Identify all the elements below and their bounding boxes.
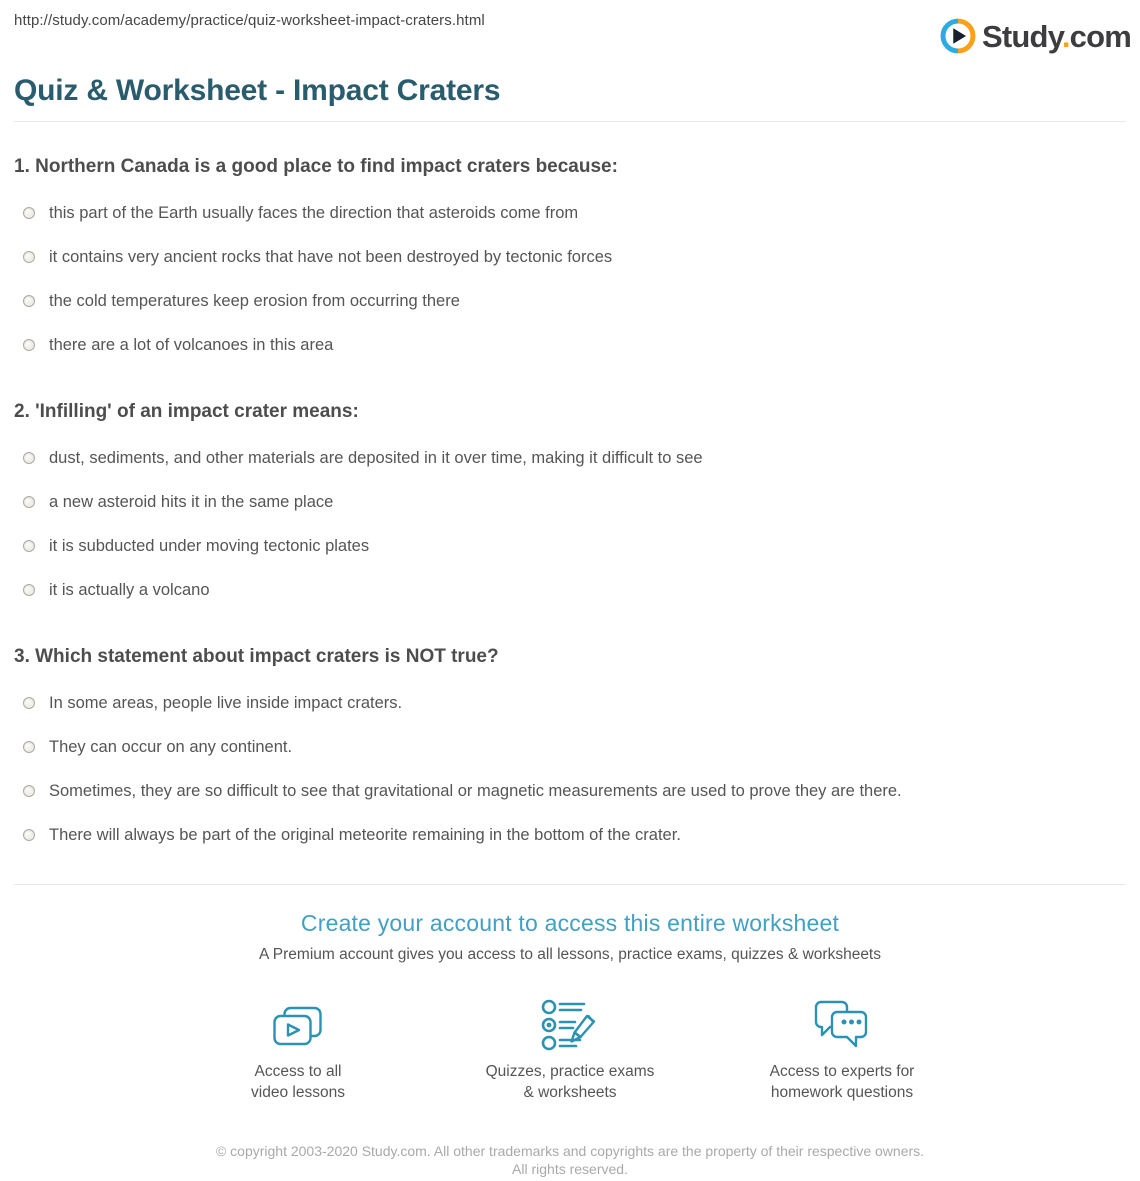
radio-button[interactable]	[23, 697, 35, 709]
page-url: http://study.com/academy/practice/quiz-worksheet-impact-craters.html	[14, 12, 485, 29]
radio-button[interactable]	[23, 785, 35, 797]
answer-option-label: it contains very ancient rocks that have not been destroyed by tectonic forces	[49, 248, 613, 266]
radio-button[interactable]	[23, 207, 35, 219]
feature-list	[14, 998, 1126, 1104]
answer-option-label: this part of the Earth usually faces the direction that asteroids come from	[49, 204, 579, 222]
feature-quizzes-worksheets	[470, 998, 670, 1104]
radio-button[interactable]	[23, 540, 35, 552]
worksheet-page	[0, 12, 1140, 1179]
answer-option[interactable]	[14, 279, 1126, 323]
answer-option-label: There will always be part of the original meteorite remaining in the bottom of the crater.	[49, 826, 681, 844]
signup-section	[14, 884, 1126, 1104]
answer-option-label: They can occur on any continent.	[49, 738, 293, 756]
quizzes-worksheets-icon	[470, 998, 670, 1052]
answer-option[interactable]	[14, 235, 1126, 279]
answer-option[interactable]	[14, 568, 1126, 612]
answer-option-label: a new asteroid hits it in the same place	[49, 493, 334, 511]
copyright-notice: © copyright 2003-2020 Study.com. All other trademarks and copyrights are the property of their respective owners. All rights reserved.	[215, 1142, 925, 1178]
question-1	[14, 155, 1126, 367]
signup-subheading: A Premium account gives you access to all lessons, practice exams, quizzes & worksheets	[259, 946, 881, 963]
video-lessons-icon	[198, 998, 398, 1052]
answer-option[interactable]	[14, 769, 1126, 813]
answer-option[interactable]	[14, 681, 1126, 725]
answer-option[interactable]	[14, 813, 1126, 857]
study-logo-text: Study.com	[982, 18, 1131, 54]
answer-option-label: dust, sediments, and other materials are deposited in it over time, making it difficult to see	[49, 449, 703, 467]
signup-heading[interactable]: Create your account to access this entire worksheet	[300, 910, 840, 936]
radio-button[interactable]	[23, 584, 35, 596]
answer-option[interactable]	[14, 524, 1126, 568]
answer-option[interactable]	[14, 480, 1126, 524]
feature-label: Quizzes, practice exams & worksheets	[485, 1063, 655, 1101]
feature-video-lessons	[198, 998, 398, 1104]
logo-dot: .	[1061, 18, 1070, 54]
radio-button[interactable]	[23, 295, 35, 307]
answer-option-label: it is actually a volcano	[49, 581, 210, 599]
chat-experts-icon	[742, 998, 942, 1052]
question-heading: 1. Northern Canada is a good place to find impact craters because:	[14, 156, 618, 177]
answer-option[interactable]	[14, 436, 1126, 480]
answer-option[interactable]	[14, 191, 1126, 235]
answer-option-label: Sometimes, they are so difficult to see that gravitational or magnetic measurements are used to prove they are there.	[49, 782, 902, 800]
radio-button[interactable]	[23, 452, 35, 464]
question-heading: 2. 'Infilling' of an impact crater means:	[14, 401, 359, 422]
divider	[14, 121, 1126, 122]
question-3	[14, 645, 1126, 857]
radio-button[interactable]	[23, 251, 35, 263]
feature-label: Access to all video lessons	[251, 1063, 345, 1101]
radio-button[interactable]	[23, 339, 35, 351]
question-2	[14, 400, 1126, 612]
feature-chat-experts	[742, 998, 942, 1104]
answer-option[interactable]	[14, 323, 1126, 367]
answer-option-label: In some areas, people live inside impact craters.	[49, 694, 403, 712]
radio-button[interactable]	[23, 741, 35, 753]
radio-button[interactable]	[23, 829, 35, 841]
question-heading: 3. Which statement about impact craters is NOT true?	[14, 646, 499, 667]
study-logo[interactable]	[940, 18, 1131, 54]
feature-label: Access to experts for homework questions	[769, 1063, 915, 1101]
page-title: Quiz & Worksheet - Impact Craters	[14, 74, 501, 107]
answer-option[interactable]	[14, 725, 1126, 769]
answer-option-label: the cold temperatures keep erosion from occurring there	[49, 292, 460, 310]
answer-option-label: it is subducted under moving tectonic plates	[49, 537, 370, 555]
study-logo-icon	[940, 18, 976, 54]
answer-option-label: there are a lot of volcanoes in this area	[49, 336, 334, 354]
radio-button[interactable]	[23, 496, 35, 508]
